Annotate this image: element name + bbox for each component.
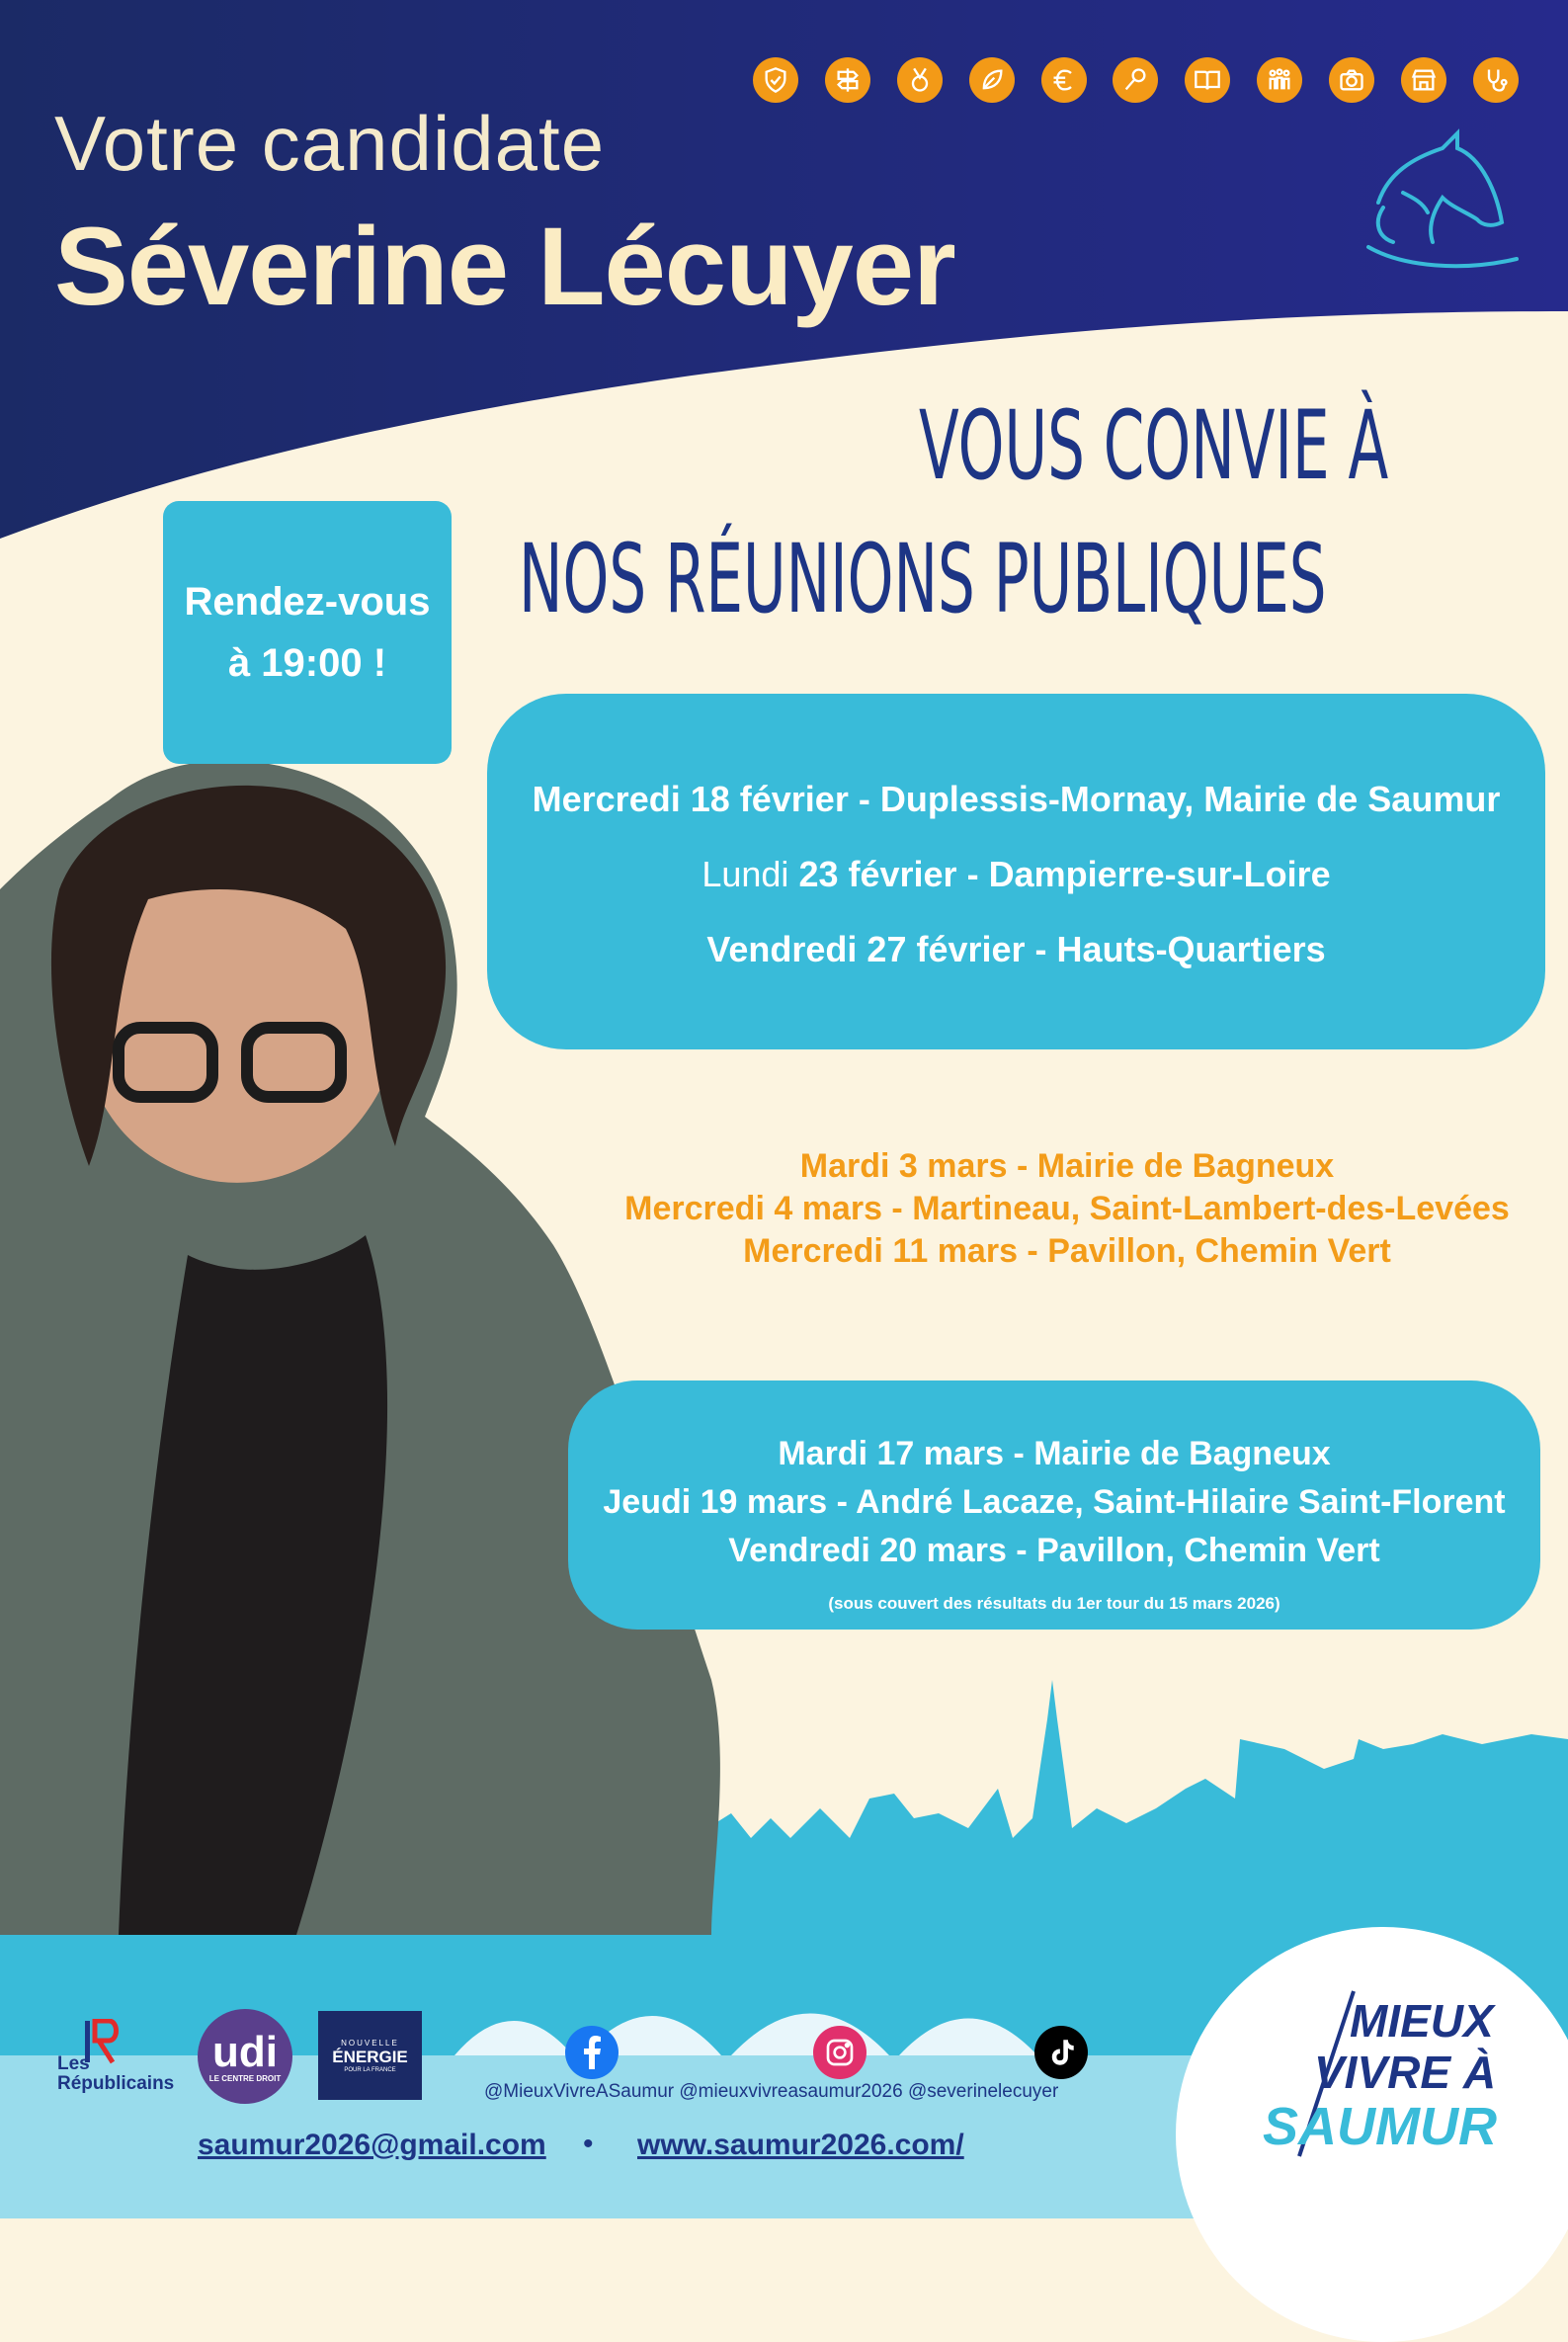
udi-sublabel: LE CENTRE DROIT xyxy=(208,2073,282,2083)
rendezvous-line2: à 19:00 ! xyxy=(227,641,387,685)
camera-icon xyxy=(1329,57,1374,103)
meeting-place: Hauts-Quartiers xyxy=(1056,929,1326,969)
round-note: (sous couvert des résultats du 1er tour du 15 mars 2026) xyxy=(828,1594,1280,1613)
brand-line2: VIVRE À xyxy=(1314,2047,1497,2098)
tiktok-icon[interactable] xyxy=(1034,2026,1088,2079)
meeting-orange-2: Mercredi 4 mars - Martineau, Saint-Lambert-des-Levées xyxy=(624,1190,1510,1227)
rendezvous-badge xyxy=(163,501,452,764)
email-link[interactable]: saumur2026@gmail.com xyxy=(198,2129,546,2161)
ne-label: ÉNERGIE xyxy=(332,2047,408,2066)
medal-icon xyxy=(897,57,943,103)
contact-separator: • xyxy=(583,2128,594,2160)
people-icon xyxy=(1257,57,1302,103)
meeting-row xyxy=(568,1435,1540,1473)
meetings-february-box xyxy=(487,694,1545,1049)
leaf-icon xyxy=(969,57,1015,103)
meeting-text: Jeudi 19 mars - André Lacaze, Saint-Hilaire Saint-Florent xyxy=(603,1483,1506,1521)
meeting-row: Lundi 23 février - Dampierre-sur-Loire xyxy=(701,854,1331,894)
saumur-skyline xyxy=(692,1680,1568,1937)
facebook-icon[interactable] xyxy=(565,2026,619,2079)
ne-top-label: NOUVELLE xyxy=(341,2038,399,2048)
meeting-row: Mercredi 18 février - Duplessis-Mornay, Mairie de Saumur xyxy=(532,779,1501,819)
social-handles: @MieuxVivreASaumur @mieuxvivreasaumur2026 @severinelecuyer xyxy=(484,2081,1059,2102)
intro-text: Votre candidate xyxy=(54,100,606,187)
ne-sublabel: POUR LA FRANCE xyxy=(344,2066,396,2073)
rendezvous-line1: Rendez-vous xyxy=(184,580,431,624)
meeting-place: Dampierre-sur-Loire xyxy=(988,854,1331,894)
brand-line1: MIEUX xyxy=(1350,1995,1494,2047)
meetings-march-box xyxy=(568,1380,1540,1630)
book-icon xyxy=(1185,57,1230,103)
meeting-date: Mercredi 18 février xyxy=(532,779,849,819)
meeting-row xyxy=(568,1532,1540,1570)
meeting-text: Mardi 17 mars - Mairie de Bagneux xyxy=(778,1435,1331,1472)
euro-icon xyxy=(1041,57,1087,103)
theme-icons-row xyxy=(753,57,1519,103)
meeting-orange-3: Mercredi 11 mars - Pavillon, Chemin Vert xyxy=(743,1232,1391,1270)
headline-line2: NOS RÉUNIONS PUBLIQUES xyxy=(519,524,1327,634)
meeting-row xyxy=(568,1483,1540,1522)
meeting-date: 23 février xyxy=(798,854,957,894)
shield-check-icon xyxy=(753,57,798,103)
signpost-icon xyxy=(825,57,870,103)
instagram-icon[interactable] xyxy=(813,2026,867,2079)
stethoscope-icon xyxy=(1473,57,1519,103)
candidate-name: Séverine Lécuyer xyxy=(54,205,955,328)
meeting-day: Lundi xyxy=(701,854,789,894)
meeting-text: Vendredi 20 mars - Pavillon, Chemin Vert xyxy=(728,1532,1380,1569)
website-link[interactable]: www.saumur2026.com/ xyxy=(637,2129,964,2161)
udi-logo xyxy=(198,2009,292,2104)
shop-icon xyxy=(1401,57,1446,103)
brand-line3: SAUMUR xyxy=(1263,2097,1497,2156)
lr-label: Les Républicains xyxy=(57,2053,175,2094)
microphone-icon xyxy=(1113,57,1158,103)
headline-line1: VOUS CONVIE À xyxy=(919,390,1389,501)
meeting-orange-1: Mardi 3 mars - Mairie de Bagneux xyxy=(799,1147,1335,1185)
nouvelle-energie-logo xyxy=(318,2011,422,2100)
meeting-place: Duplessis-Mornay, Mairie de Saumur xyxy=(879,779,1501,819)
udi-label: udi xyxy=(212,2027,278,2076)
lr-logo xyxy=(57,2019,186,2094)
meeting-row: Vendredi 27 février - Hauts-Quartiers xyxy=(706,929,1326,969)
meeting-date: Vendredi 27 février xyxy=(706,929,1026,969)
brand-logo xyxy=(1176,1927,1568,2342)
